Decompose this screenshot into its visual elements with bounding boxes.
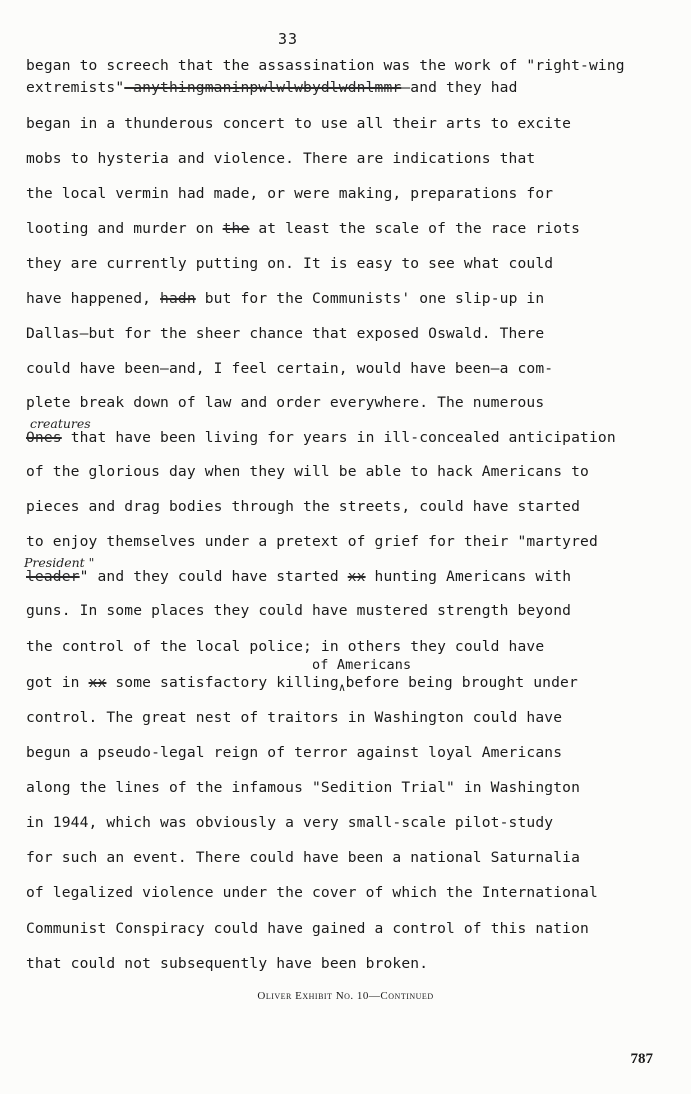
struck-text: hadn [160,290,196,307]
text-line: for such an event. There could have been a national Saturnalia [26,849,581,866]
text-line: begun a pseudo-legal reign of terror against loyal Americans [26,744,563,761]
text-line: plete break down of law and order everywhere. The numerous [26,394,545,411]
text-segment: some satisfactory killing [106,674,339,691]
text-segment: looting and murder on [26,220,214,237]
text-line [26,673,578,698]
text-line: to enjoy themselves under a pretext of grief for their "martyred [26,533,598,550]
struck-text: the [222,220,250,237]
text-line: of the glorious day when they will be able to hack Americans to [26,463,589,480]
text-line: the control of the local police; in others they could have [26,638,545,655]
text-segment: —and they had [401,79,518,96]
text-segment: have happened, [26,290,152,307]
text-line [26,78,518,98]
text-line: mobs to hysteria and violence. There are indications that [26,150,536,167]
struck-text: —anythingmaninpwlwlwbydlwdnlmmr [124,79,402,96]
text-line: Dallas—but for the sheer chance that exposed Oswald. There [26,325,545,342]
exhibit-caption: Oliver Exhibit No. 10—Continued [257,990,434,1002]
text-line [26,219,580,239]
text-line: guns. In some places they could have mustered strength beyond [26,602,572,619]
text-segment: extremists" [26,79,125,96]
text-line [26,567,571,587]
handwritten-insertion: creatures [30,416,91,431]
text-segment: hunting Americans with [365,568,572,585]
text-line: pieces and drag bodies through the streets, could have started [26,498,581,515]
caret-mark: ∧ [338,681,346,694]
text-segment: but for the Communists' one slip-up in [195,290,545,307]
text-segment: that have been living for years in ill-concealed anticipation [70,429,616,446]
text-segment: at least the scale of the race riots [249,220,581,237]
typed-insertion: of Americans [312,657,412,673]
struck-text: leader [26,568,80,585]
text-line: that could not subsequently have been broken. [26,955,429,972]
text-line: they are currently putting on. It is easy to see what could [26,255,554,272]
struck-text: Ones [26,429,62,446]
text-line: began to screech that the assassination was the work of "right-wing [26,57,625,74]
text-segment: got in [26,674,80,691]
handwritten-insertion: President " [24,555,95,570]
text-segment: before being brought under [345,674,578,691]
folio-page-number: 787 [630,1051,653,1067]
text-line: in 1944, which was obviously a very small-scale pilot-study [26,814,554,831]
text-line [26,428,616,448]
text-line: along the lines of the infamous "Sedition Trial" in Washington [26,779,581,796]
text-line: could have been—and, I feel certain, would have been—a com- [26,360,554,377]
text-line: control. The great nest of traitors in Washington could have [26,709,563,726]
text-segment: " and they could have started [79,568,339,585]
struck-text: xx [88,674,107,691]
text-line: began in a thunderous concert to use all their arts to excite [26,115,572,132]
text-line: of legalized violence under the cover of which the International [26,884,598,901]
text-line: the local vermin had made, or were making, preparations for [26,185,554,202]
text-line [26,289,544,309]
text-line: Communist Conspiracy could have gained a control of this nation [26,920,589,937]
struck-text: xx [347,568,366,585]
page-number-top: 33 [278,30,299,48]
